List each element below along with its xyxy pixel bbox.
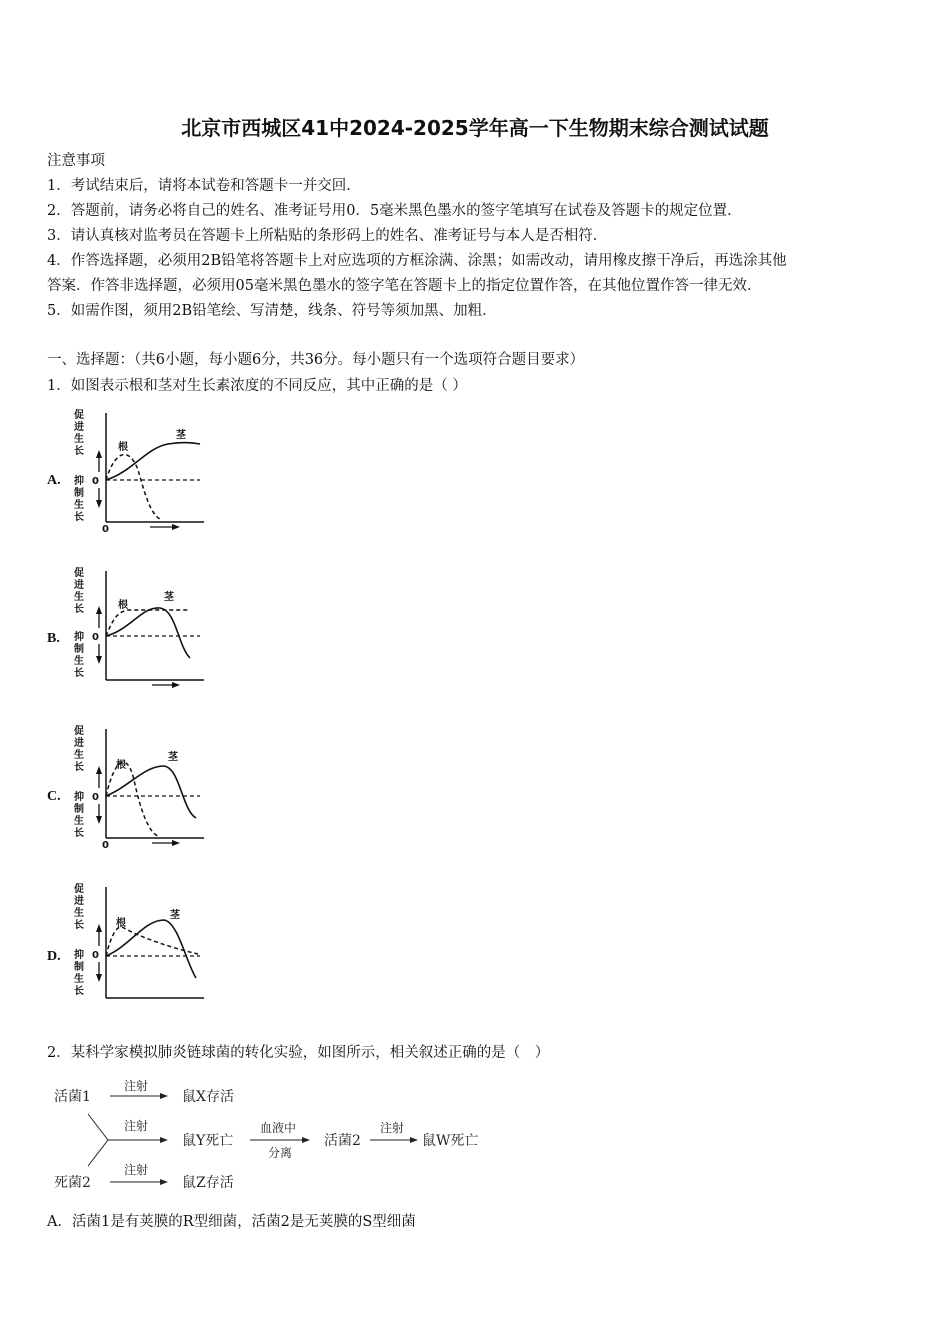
inhibit-label-3: 生 [74, 816, 84, 827]
inhibit-label-1: 抑 [74, 792, 84, 803]
promote-label-3: 生 [74, 592, 84, 603]
question-1-stem: 1．如图表示根和茎对生长素浓度的不同反应，其中正确的是（ ） [47, 378, 467, 394]
inhibit-label-2: 制 [74, 488, 84, 499]
promote-label-1: 促 [74, 410, 84, 421]
root-label: 根 [118, 442, 128, 453]
zero-label: 0 [92, 476, 99, 487]
note-item-4: 4．作答选择题，必须用2B铅笔将答题卡上对应选项的方框涂满、涂黑；如需改动，请用橡皮擦干净后，再选涂其他 [47, 253, 787, 269]
promote-label-3: 生 [74, 434, 84, 445]
mouse-y: 鼠Y死亡 [182, 1133, 234, 1149]
inhibit-label-4: 长 [74, 668, 84, 679]
page-title: 北京市西城区41中2024-2025学年高一下生物期末综合测试试题 [181, 116, 769, 140]
promote-label-1: 促 [74, 568, 84, 579]
option-c-label: C. [47, 789, 61, 804]
zero-label: 0 [92, 792, 99, 803]
option-a-label: A. [47, 473, 61, 488]
note-item-2: 2．答题前，请务必将自己的姓名、准考证号用0．5毫米黑色墨水的签字笔填写在试卷及答题卡的规定位置． [47, 203, 742, 219]
note-item-4-cont: 答案．作答非选择题，必须用05毫米黑色墨水的签字笔在答题卡上的指定位置作答，在其他位置作答一律无效． [47, 278, 762, 294]
promote-label-3: 生 [74, 750, 84, 761]
promote-label-2: 进 [74, 422, 84, 433]
live-bacteria-1: 活菌1 [54, 1089, 91, 1105]
mouse-w: 鼠W死亡 [422, 1133, 479, 1149]
inhibit-label-1: 抑 [74, 476, 84, 487]
graph-b [72, 566, 212, 692]
graph-d [72, 882, 212, 1008]
inhibit-label-3: 生 [74, 656, 84, 667]
inhibit-label-2: 制 [74, 962, 84, 973]
origin-label: 0 [102, 524, 109, 534]
question-2-stem: 2．某科学家模拟肺炎链球菌的转化实验，如图所示，相关叙述正确的是（ ） [47, 1045, 550, 1061]
zero-label: 0 [92, 950, 99, 961]
promote-label-2: 进 [74, 738, 84, 749]
inhibit-label-3: 生 [74, 500, 84, 511]
promote-label-2: 进 [74, 896, 84, 907]
inject-label-4: 注射 [124, 1163, 149, 1177]
inhibit-label-1: 抑 [74, 632, 84, 643]
stem-label: 茎 [176, 430, 186, 441]
inject-label-2: 注射 [124, 1119, 149, 1133]
mouse-z: 鼠Z存活 [182, 1175, 234, 1191]
stem-label: 茎 [168, 752, 178, 763]
inhibit-label-4: 长 [74, 828, 84, 839]
inhibit-label-2: 制 [74, 804, 84, 815]
note-item-3: 3．请认真核对监考员在答题卡上所粘贴的条形码上的姓名、准考证号与本人是否相符． [47, 228, 608, 244]
dead-bacteria-2: 死菌2 [54, 1175, 91, 1191]
inhibit-label-1: 抑 [74, 950, 84, 961]
root-label: 根 [116, 760, 126, 771]
root-label: 根 [116, 918, 126, 929]
inhibit-label-4: 长 [74, 512, 84, 523]
promote-label-4: 长 [74, 920, 84, 931]
note-item-1: 1．考试结束后，请将本试卷和答题卡一并交回． [47, 178, 361, 194]
note-item-5: 5．如需作图，须用2B铅笔绘、写清楚，线条、符号等须加黑、加粗． [47, 303, 497, 319]
promote-label-2: 进 [74, 580, 84, 591]
notes-heading: 注意事项 [47, 153, 105, 169]
transformation-diagram [50, 1080, 510, 1200]
promote-label-4: 长 [74, 762, 84, 773]
promote-label-4: 长 [74, 446, 84, 457]
origin-label: 0 [102, 840, 109, 850]
promote-label-1: 促 [74, 726, 84, 737]
in-blood-label: 血液中 [260, 1121, 297, 1135]
inject-label-1: 注射 [124, 1080, 149, 1093]
inhibit-label-3: 生 [74, 974, 84, 985]
inhibit-label-2: 制 [74, 644, 84, 655]
live-bacteria-2: 活菌2 [324, 1133, 361, 1149]
option-d-label: D. [47, 949, 61, 964]
inject-label-3: 注射 [380, 1121, 405, 1135]
inhibit-label-4: 长 [74, 986, 84, 997]
stem-label: 茎 [170, 910, 180, 921]
promote-label-1: 促 [74, 884, 84, 895]
separate-label: 分离 [268, 1146, 293, 1160]
stem-label: 茎 [164, 592, 174, 603]
mouse-x: 鼠X存活 [182, 1089, 234, 1105]
root-label: 根 [118, 600, 128, 611]
question-2-option-a: A．活菌1是有荚膜的R型细菌，活菌2是无荚膜的S型细菌 [47, 1214, 416, 1230]
option-b-label: B. [47, 631, 60, 646]
graph-c [72, 724, 212, 850]
section-heading: 一、选择题：（共6小题，每小题6分，共36分。每小题只有一个选项符合题目要求） [47, 352, 585, 368]
graph-a [72, 408, 212, 534]
promote-label-4: 长 [74, 604, 84, 615]
zero-label: 0 [92, 632, 99, 643]
promote-label-3: 生 [74, 908, 84, 919]
